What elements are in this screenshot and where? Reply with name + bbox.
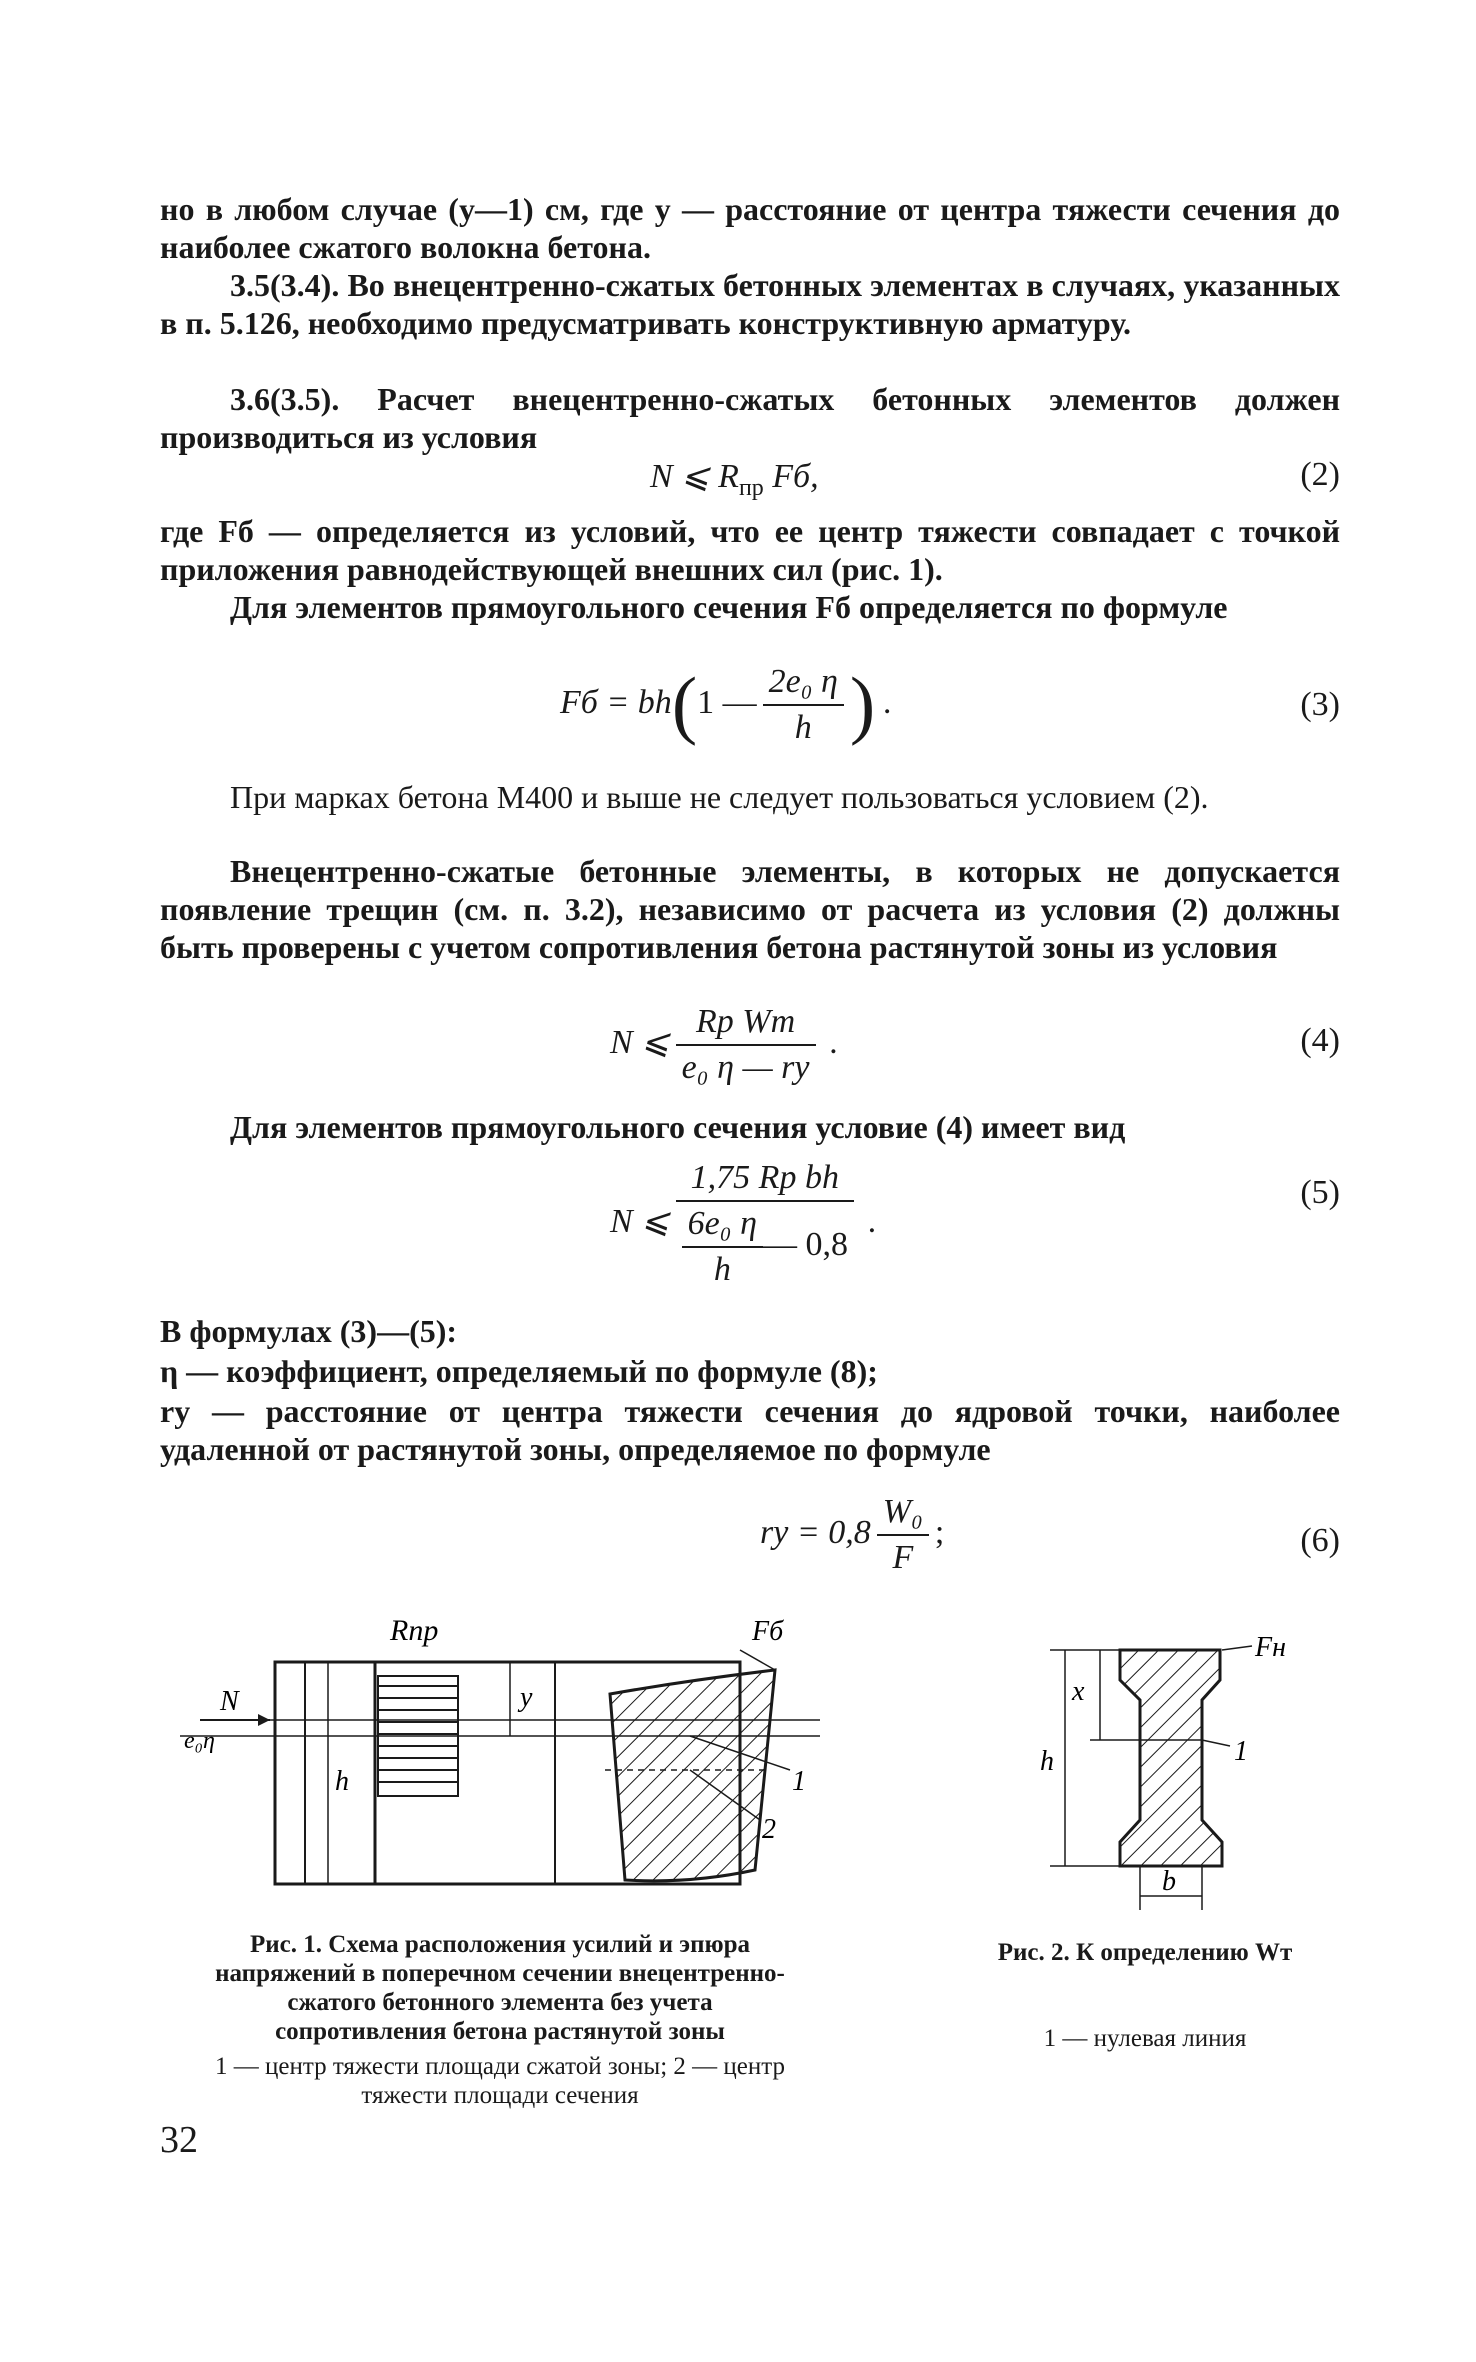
paragraph-rect-section: Для элементов прямоугольного сечения Fб определяется по формуле bbox=[230, 589, 1228, 625]
figure-2-caption: Рис. 2. К определению Wт bbox=[997, 1939, 1293, 1966]
figure-2-legend: 1 — нулевая линия bbox=[1043, 2025, 1247, 2052]
label-r-pr: Rпр bbox=[390, 1614, 439, 1647]
label-2: 2 bbox=[762, 1814, 776, 1845]
paragraph-intro: но в любом случае (y—1) см, где y — расстояние от центра тяжести сечения до наиболее сжатого волокна бетона. bbox=[160, 191, 1340, 265]
paragraph-cracks: Внецентренно-сжатые бетонные элементы, в которых не допускается появление трещин (см. п. 3.2), независимо от расчета из условия (2) должны быть проверены с учетом сопротивления бетона растянутой зоны из условия bbox=[160, 853, 1340, 965]
equation-3-number: (3) bbox=[1300, 686, 1340, 723]
equation-5-number: (5) bbox=[1300, 1174, 1340, 1211]
paragraph-formulas-3-5: В формулах (3)—(5): bbox=[160, 1313, 458, 1349]
equation-2: N ⩽ $R_{пр}$ Fб, bbox=[650, 458, 819, 501]
equation-4-number: (4) bbox=[1300, 1022, 1340, 1059]
paragraph-3-6: 3.6(3.5). Расчет внецентренно-сжатых бетонных элементов должен производиться из условия bbox=[160, 381, 1340, 455]
paragraph-3-5: 3.5(3.4). Во внецентренно-сжатых бетонных элементах в случаях, указанных в п. 5.126, необходимо предусматривать конструктивную арматуру. bbox=[160, 267, 1340, 341]
equation-3: Fб = bh(1 — $\frac{\text{2e₀ η}}{h}$ ) . bbox=[560, 660, 892, 750]
label-1: 1 bbox=[792, 1766, 806, 1797]
label-f-b-1: Fб bbox=[752, 1616, 784, 1647]
label-b: b bbox=[1162, 1866, 1176, 1897]
label-x: x bbox=[1072, 1676, 1085, 1707]
label-y: y bbox=[520, 1682, 533, 1713]
label-e0: e₀η bbox=[184, 1728, 215, 1754]
paragraph-m400: При марках бетона М400 и выше не следует пользоваться условием (2). bbox=[230, 779, 1209, 815]
definition-r-y: rу — расстояние от центра тяжести сечения до ядровой точки, наиболее удаленной от растянутой зоны, определяемое по формуле bbox=[160, 1393, 1340, 1467]
label-h-1: h bbox=[335, 1766, 349, 1797]
label-n: N bbox=[220, 1686, 239, 1717]
equation-4: N ⩽ $\frac{\text{Rр Wт}}{\text{e₀ η — rу}}$ . bbox=[610, 1000, 839, 1090]
paragraph-f-b: где Fб — определяется из условий, что ее центр тяжести совпадает с точкой приложения равнодействующей внешних сил (рис. 1). bbox=[160, 513, 1340, 587]
figure-1-caption: Рис. 1. Схема расположения усилий и эпюра напряжений в поперечном сечении внецентренно-сжатого бетонного элемента без учета сопротивления бетона растянутой зоны bbox=[215, 1931, 785, 2045]
paragraph-condition-4: Для элементов прямоугольного сечения условие (4) имеет вид bbox=[230, 1109, 1126, 1145]
label-f-n: Fн bbox=[1255, 1632, 1286, 1663]
figure-2-diagram bbox=[990, 1620, 1370, 1920]
equation-5: N ⩽ 1,75 Rр bh $\frac{\text{6e₀ η}}{h}$ — 0,8 . bbox=[610, 1156, 877, 1292]
label-h-2: h bbox=[1040, 1746, 1054, 1777]
definition-eta: η — коэффициент, определяемый по формуле (8); bbox=[160, 1353, 878, 1389]
figure-1-legend: 1 — центр тяжести площади сжатой зоны; 2 — центр тяжести площади сечения bbox=[214, 2053, 786, 2109]
page-number: 32 bbox=[160, 2119, 198, 2161]
equation-2-number: (2) bbox=[1300, 456, 1340, 493]
equation-6-number: (6) bbox=[1300, 1522, 1340, 1559]
label-1-fig2: 1 bbox=[1234, 1736, 1248, 1767]
equation-6: rу = 0,8 $\frac{\text{W₀}}{F}$ ; bbox=[760, 1490, 944, 1580]
figure-1-diagram bbox=[180, 1600, 840, 1900]
